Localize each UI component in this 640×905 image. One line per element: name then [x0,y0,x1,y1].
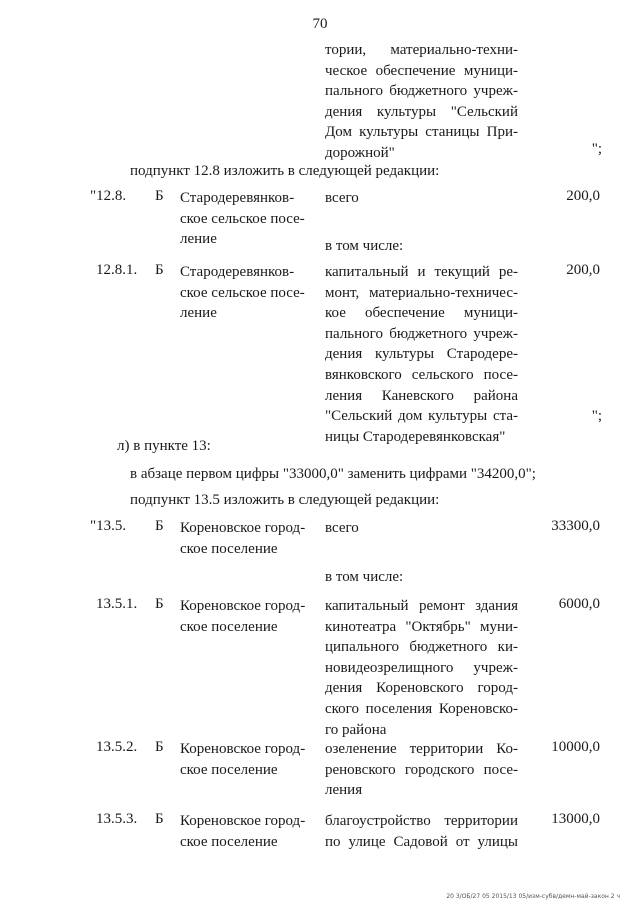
desc-line: ления Каневского района [325,387,518,404]
row-name: Стародеревянков-ское сельское посе-ление [180,190,305,248]
row-letter: Б [155,596,164,612]
row-desc [325,811,518,852]
top-description [325,40,518,164]
row-sum: 200,0 [566,188,600,204]
desc-line: пального бюджетного учреж- [325,83,518,100]
desc-line: дорожной" [325,144,395,161]
desc-line: Дом культуры станицы При- [325,124,518,141]
row-name: Кореновское город-ское поселение [180,741,306,778]
row-desc: всего [325,190,359,206]
row-desc: всего [325,520,359,536]
desc-line: ского поселения Кореновско- [325,700,518,717]
desc-line: ципального бюджетного ки- [325,639,518,656]
row-letter: Б [155,188,164,204]
paragraph-abzac: в абзаце первом цифры "33000,0" заменить цифрами "34200,0"; [130,466,536,482]
row-letter: Б [155,262,164,278]
instruction-13-5: подпункт 13.5 изложить в следующей редакции: [130,492,440,508]
row-sum: 10000,0 [551,739,600,755]
desc-line: дения Кореновского город- [325,680,518,697]
page-number: 70 [312,16,328,32]
desc-line: капитальный и текущий ре- [325,264,518,280]
row-code: 13.5.3. [96,811,138,827]
row-desc [325,739,518,801]
row-code: 13.5.2. [96,739,138,755]
desc-line: вянковского сельского посе- [325,366,518,383]
v-tom-chisle: в том числе: [325,569,404,585]
desc-line: дения культуры "Сельский [325,103,518,120]
row-name: Кореновское город-ское поселение [180,813,306,850]
desc-line: "Сельский дом культуры ста- [325,408,518,425]
row-code: "12.8. [90,188,127,204]
row-letter: Б [155,739,164,755]
row-name: Стародеревянков-ское сельское посе-ление [180,264,305,322]
row-letter: Б [155,811,164,827]
desc-line: озеленение территории Ко- [325,741,518,757]
closing-quote: "; [591,408,602,424]
desc-line: го района [325,721,387,738]
desc-line: кинотеатра "Октябрь" муни- [325,618,518,635]
desc-line: по улице Садовой от улицы [325,833,518,850]
footer-path: 20 3/ОБ/27 05 2015/13 05/изм-субв/демн-май-закон 2 ч [446,893,620,900]
v-tom-chisle: в том числе: [325,238,404,254]
desc-line: дения культуры Стародере- [325,346,518,363]
desc-line: пального бюджетного учреж- [325,325,518,342]
row-name: Кореновское город-ское поселение [180,520,306,557]
row-desc [325,596,518,740]
row-code: 12.8.1. [96,262,138,278]
desc-line: ческое обеспечение муници- [325,62,518,79]
desc-line: благоустройство территории [325,813,518,829]
desc-line: ления [325,782,363,799]
desc-line: ницы Стародеревянковская" [325,428,506,445]
row-sum: 33300,0 [551,518,600,534]
row-name: Кореновское город-ское поселение [180,598,306,635]
desc-line: капитальный ремонт здания [325,598,518,614]
instruction-12-8: подпункт 12.8 изложить в следующей редакции: [130,163,440,179]
desc-line: тории, материально-техни- [325,42,518,58]
row-sum: 13000,0 [551,811,600,827]
row-code: 13.5.1. [96,596,138,612]
desc-line: реновского городского посе- [325,761,518,778]
desc-line: новидеозрелищного учреж- [325,659,518,676]
row-sum: 200,0 [566,262,600,278]
row-code: "13.5. [90,518,127,534]
row-sum: 6000,0 [558,596,600,612]
desc-line: монт, материально-техничес- [325,284,518,301]
row-letter: Б [155,518,164,534]
desc-line: кое обеспечение муници- [325,305,518,322]
closing-quote: "; [591,141,602,157]
row-desc [325,262,518,447]
paragraph-l: л) в пункте 13: [117,438,211,454]
